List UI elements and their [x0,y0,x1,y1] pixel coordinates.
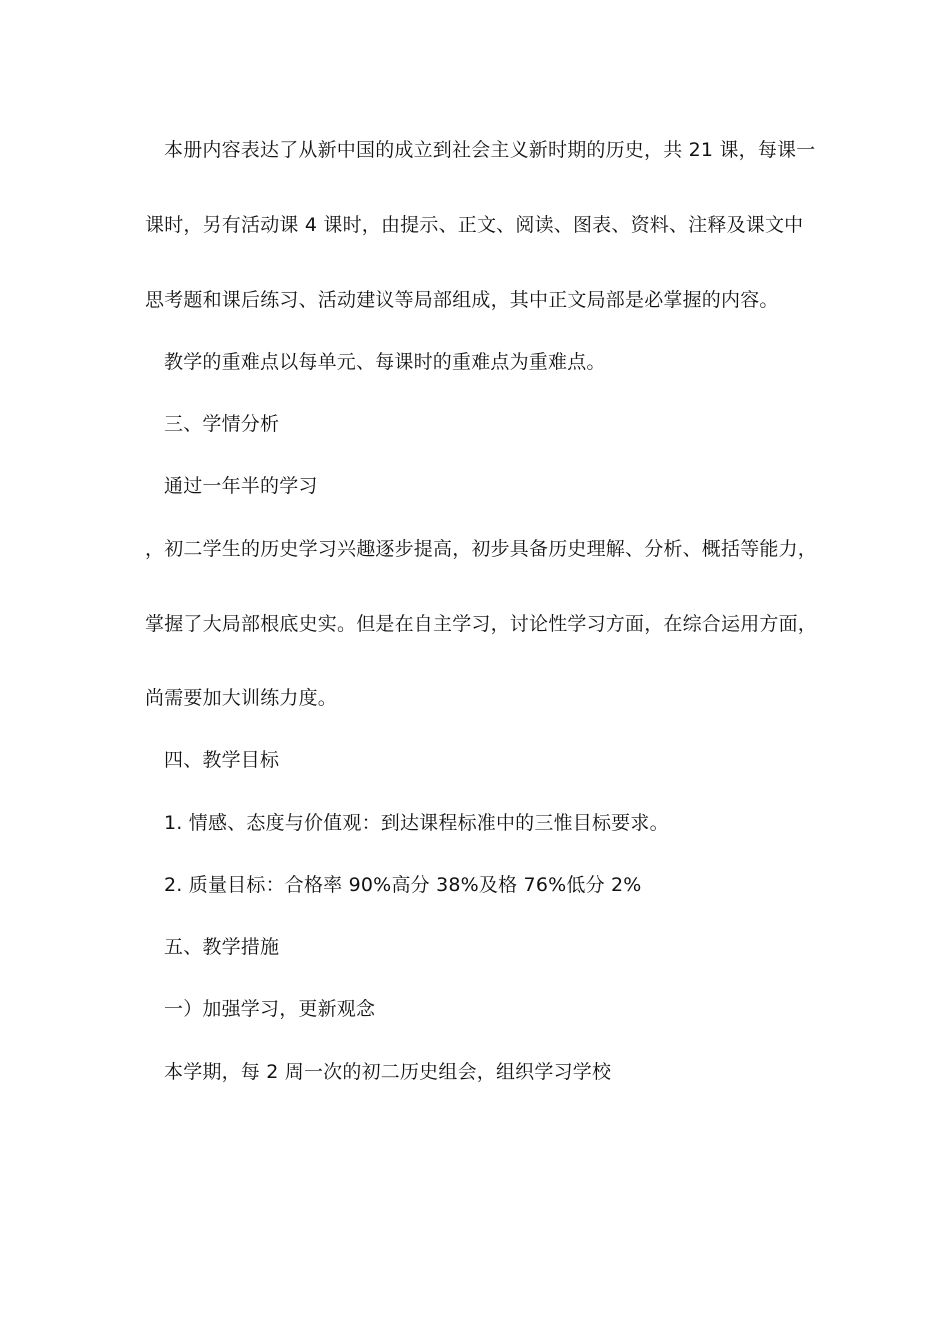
paragraph-line: 课时，另有活动课 4 课时，由提示、正文、阅读、图表、资料、注释及课文中 [145,214,804,236]
paragraph-line: 教学的重难点以每单元、每课时的重难点为重难点。 [164,351,606,373]
paragraph-line: 通过一年半的学习 [164,475,318,497]
paragraph-line: 掌握了大局部根底史实。但是在自主学习，讨论性学习方面，在综合运用方面， [145,613,818,635]
subsection-heading: 一）加强学习，更新观念 [164,998,376,1020]
paragraph-line: 本学期，每 2 周一次的初二历史组会，组织学习学校 [164,1061,612,1083]
list-item: 2. 质量目标：合格率 90%高分 38%及格 76%低分 2% [164,874,642,896]
section-heading: 五、教学措施 [164,936,280,958]
section-heading: 四、教学目标 [164,749,280,771]
paragraph-line: ，初二学生的历史学习兴趣逐步提高，初步具备历史理解、分析、概括等能力， [145,538,818,560]
paragraph-line: 尚需要加大训练力度。 [145,687,338,709]
paragraph-line: 本册内容表达了从新中国的成立到社会主义新时期的历史，共 21 课，每课一 [164,139,816,161]
section-heading: 三、学情分析 [164,413,280,435]
list-item: 1. 情感、态度与价值观：到达课程标准中的三惟目标要求。 [164,812,669,834]
paragraph-line: 思考题和课后练习、活动建议等局部组成，其中正文局部是必掌握的内容。 [145,289,779,311]
